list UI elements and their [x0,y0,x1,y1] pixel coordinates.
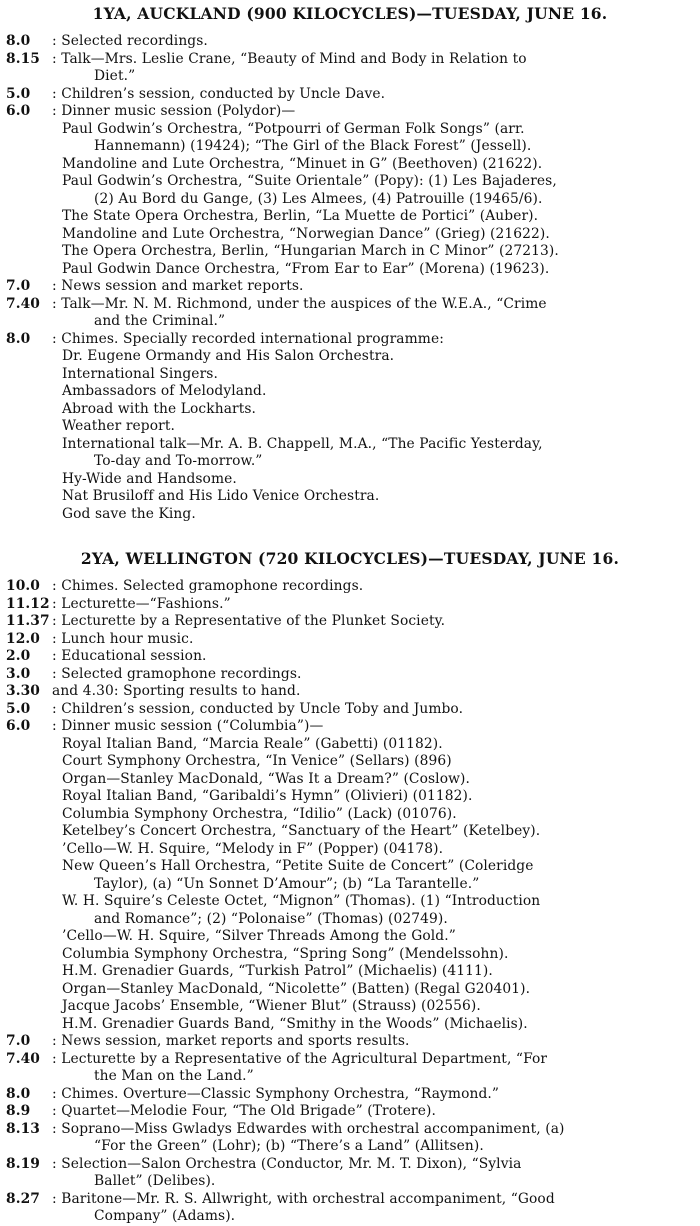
programme-line [0,823,700,841]
programme-text: Weather report. [62,418,175,434]
programme-text: (2) Au Bord du Gange, (3) Les Almees, (4) Patrouille (19465/6). [94,190,543,207]
time-label: 7.0 [6,278,31,294]
programme-line [0,296,700,314]
programme-line [0,156,700,174]
programme-text: H.M. Grenadier Guards, “Turkish Patrol” (Michaelis) (4111). [62,963,493,979]
programme-text: Hannemann) (19424); “The Girl of the Black Forest” (Jessell). [94,138,532,154]
programme-text: The State Opera Orchestra, Berlin, “La Muette de Portici” (Auber). [62,208,539,224]
time-label: 2.0 [6,648,31,664]
programme-line [0,1208,700,1226]
programme-line [0,366,700,384]
programme-text: Ambassadors of Melodyland. [62,383,267,399]
programme-text: Taylor), (a) “Un Sonnet D’Amour”; (b) “La Tarantelle.” [94,875,480,892]
programme-line [0,506,700,524]
programme-text: : Selected recordings. [52,33,208,49]
programme-line [0,1121,700,1139]
programme-line [0,208,700,226]
programme-line [0,243,700,261]
programme-text: : Lecturette by a Representative of the Plunket Society. [52,613,446,629]
programme-line [0,191,700,209]
programme-line [0,911,700,929]
programme-text: Mandoline and Lute Orchestra, “Minuet in G” (Beethoven) (21622). [62,155,543,172]
programme-2ya [0,578,700,1226]
programme-line [0,488,700,506]
programme-text: the Man on the Land.” [94,1068,254,1084]
programme-line [0,893,700,911]
programme-line [0,401,700,419]
programme-line [0,806,700,824]
time-label: 8.13 [6,1120,41,1137]
time-label: 8.19 [6,1155,41,1172]
programme-line [0,1068,700,1086]
programme-text: and Romance”; (2) “Polonaise” (Thomas) (02749). [94,910,448,927]
programme-line [0,1156,700,1174]
programme-text: The Opera Orchestra, Berlin, “Hungarian March in C Minor” (27213). [62,243,559,259]
programme-text: : Talk—Mr. N. M. Richmond, under the auspices of the W.E.A., “Crime [52,295,547,312]
programme-line [0,1033,700,1051]
programme-line [0,86,700,104]
programme-text: : Children’s session, conducted by Uncle Toby and Jumbo. [52,700,464,717]
programme-line [0,1138,700,1156]
programme-text: : News session and market reports. [52,278,304,294]
time-label: 11.37 [6,613,50,629]
programme-line [0,436,700,454]
programme-text: : Lecturette—“Fashions.” [52,595,231,612]
programme-text: H.M. Grenadier Guards Band, “Smithy in the Woods” (Michaelis). [62,1015,528,1032]
programme-line [0,981,700,999]
programme-text: : Dinner music session (Polydor)— [52,103,296,119]
time-label: 8.0 [6,1085,31,1102]
programme-text: To-day and To-morrow.” [94,453,263,469]
programme-text: Hy-Wide and Handsome. [62,470,237,487]
programme-text: and 4.30: Sporting results to hand. [52,683,301,699]
programme-line [0,1086,700,1104]
programme-line [0,771,700,789]
programme-line [0,788,700,806]
programme-text: Paul Godwin’s Orchestra, “Potpourri of German Folk Songs” (arr. [62,120,525,137]
programme-text: International Singers. [62,365,218,382]
programme-line [0,453,700,471]
programme-text: Columbia Symphony Orchestra, “Idilio” (Lack) (01076). [62,805,457,822]
programme-text: : Selection—Salon Orchestra (Conductor, Mr. M. T. Dixon), “Sylvia [52,1155,522,1172]
programme-text: : Talk—Mrs. Leslie Crane, “Beauty of Mind and Body in Relation to [52,50,527,67]
programme-line [0,631,700,649]
station-heading-1ya: 1YA, AUCKLAND (900 KILOCYCLES)—TUESDAY, JUNE 16. [92,4,608,23]
programme-line [0,753,700,771]
programme-text: Royal Italian Band, “Garibaldi’s Hymn” (Olivieri) (01182). [62,788,473,804]
time-label: 12.0 [6,630,41,647]
programme-line [0,226,700,244]
programme-text: : Selected gramophone recordings. [52,665,302,682]
programme-line [0,701,700,719]
time-label: 7.40 [6,1050,41,1067]
programme-line [0,261,700,279]
station-heading-2ya: 2YA, WELLINGTON (720 KILOCYCLES)—TUESDAY, JUNE 16. [80,549,620,568]
programme-text: ’Cello—W. H. Squire, “Melody in F” (Popper) (04178). [62,840,444,857]
time-label: 8.15 [6,50,41,67]
time-label: 8.0 [6,330,31,347]
time-label: 3.0 [6,665,31,682]
programme-text: God save the King. [62,505,196,522]
programme-text: Royal Italian Band, “Marcia Reale” (Gabetti) (01182). [62,735,443,752]
programme-line [0,103,700,121]
programme-text: Organ—Stanley MacDonald, “Was It a Dream?” (Coslow). [62,770,470,787]
programme-line [0,736,700,754]
programme-text: Ketelbey’s Concert Orchestra, “Sanctuary of the Heart” (Ketelbey). [62,823,541,839]
time-label: 10.0 [6,578,41,594]
programme-text: : Baritone—Mr. R. S. Allwright, with orchestral accompaniment, “Good [52,1190,555,1207]
programme-text: Diet.” [94,68,136,84]
programme-text: : Chimes. Specially recorded international programme: [52,330,444,347]
programme-line [0,946,700,964]
programme-text: Dr. Eugene Ormandy and His Salon Orchestra. [62,348,395,364]
programme-line [0,596,700,614]
programme-line [0,418,700,436]
programme-text: : News session, market reports and sports results. [52,1033,410,1049]
programme-line [0,928,700,946]
programme-line [0,1173,700,1191]
time-label: 8.27 [6,1190,41,1207]
programme-text: “For the Green” (Lohr); (b) “There’s a Land” (Allitsen). [94,1138,484,1154]
programme-text: Company” (Adams). [94,1208,236,1224]
programme-text: Paul Godwin’s Orchestra, “Suite Orientale” (Popy): (1) Les Bajaderes, [62,173,557,189]
programme-line [0,998,700,1016]
programme-line [0,138,700,156]
programme-line [0,1103,700,1121]
time-label: 7.40 [6,295,41,312]
programme-text: : Dinner music session (“Columbia”)— [52,718,324,734]
programme-line [0,1051,700,1069]
programme-line [0,858,700,876]
programme-text: New Queen’s Hall Orchestra, “Petite Suite de Concert” (Coleridge [62,858,534,874]
time-label: 7.0 [6,1033,31,1049]
programme-line [0,471,700,489]
programme-text: Organ—Stanley MacDonald, “Nicolette” (Batten) (Regal G20401). [62,980,531,997]
programme-text: : Lunch hour music. [52,630,194,647]
programme-line [0,383,700,401]
programme-text: Nat Brusiloff and His Lido Venice Orchestra. [62,488,380,504]
programme-text: Court Symphony Orchestra, “In Venice” (Sellars) (896) [62,753,452,769]
programme-text: Columbia Symphony Orchestra, “Spring Song” (Mendelssohn). [62,945,509,962]
programme-line [0,876,700,894]
programme-text: Ballet” (Delibes). [94,1173,216,1189]
programme-text: : Chimes. Overture—Classic Symphony Orchestra, “Raymond.” [52,1085,500,1102]
programme-text: W. H. Squire’s Celeste Octet, “Mignon” (Thomas). (1) “Introduction [62,893,541,909]
programme-text: International talk—Mr. A. B. Chappell, M.A., “The Pacific Yesterday, [62,435,543,452]
programme-text: : Chimes. Selected gramophone recordings. [52,578,364,594]
programme-text: Jacque Jacobs’ Ensemble, “Wiener Blut” (Strauss) (02556). [62,998,481,1014]
time-label: 11.12 [6,595,50,612]
time-label: 6.0 [6,718,31,734]
programme-line [0,331,700,349]
programme-line [0,683,700,701]
programme-text: ’Cello—W. H. Squire, “Silver Threads Among the Gold.” [62,928,456,944]
time-label: 8.9 [6,1103,31,1119]
programme-line [0,1191,700,1209]
programme-line [0,666,700,684]
programme-line [0,718,700,736]
programme-1ya [0,33,700,523]
time-label: 5.0 [6,700,31,717]
programme-text: Abroad with the Lockharts. [62,400,257,417]
programme-text: : Quartet—Melodie Four, “The Old Brigade” (Trotere). [52,1103,436,1119]
time-label: 6.0 [6,103,31,119]
programme-line [0,278,700,296]
programme-text: Mandoline and Lute Orchestra, “Norwegian Dance” (Grieg) (21622). [62,225,550,242]
programme-line [0,963,700,981]
programme-text: : Lecturette by a Representative of the Agricultural Department, “For [52,1050,548,1067]
time-label: 8.0 [6,33,31,49]
time-label: 3.30 [6,683,41,699]
programme-line [0,51,700,69]
programme-line [0,121,700,139]
programme-line [0,313,700,331]
programme-text: : Children’s session, conducted by Uncle Dave. [52,85,386,102]
programme-line [0,648,700,666]
programme-line [0,578,700,596]
programme-text: and the Criminal.” [94,313,226,329]
time-label: 5.0 [6,85,31,102]
programme-text: : Soprano—Miss Gwladys Edwardes with orchestral accompaniment, (a) [52,1120,565,1137]
programme-line [0,1016,700,1034]
programme-text: : Educational session. [52,648,207,664]
programme-line [0,841,700,859]
programme-text: Paul Godwin Dance Orchestra, “From Ear to Ear” (Morena) (19623). [62,260,550,277]
programme-line [0,348,700,366]
programme-line [0,613,700,631]
programme-line [0,33,700,51]
programme-line [0,173,700,191]
programme-line [0,68,700,86]
